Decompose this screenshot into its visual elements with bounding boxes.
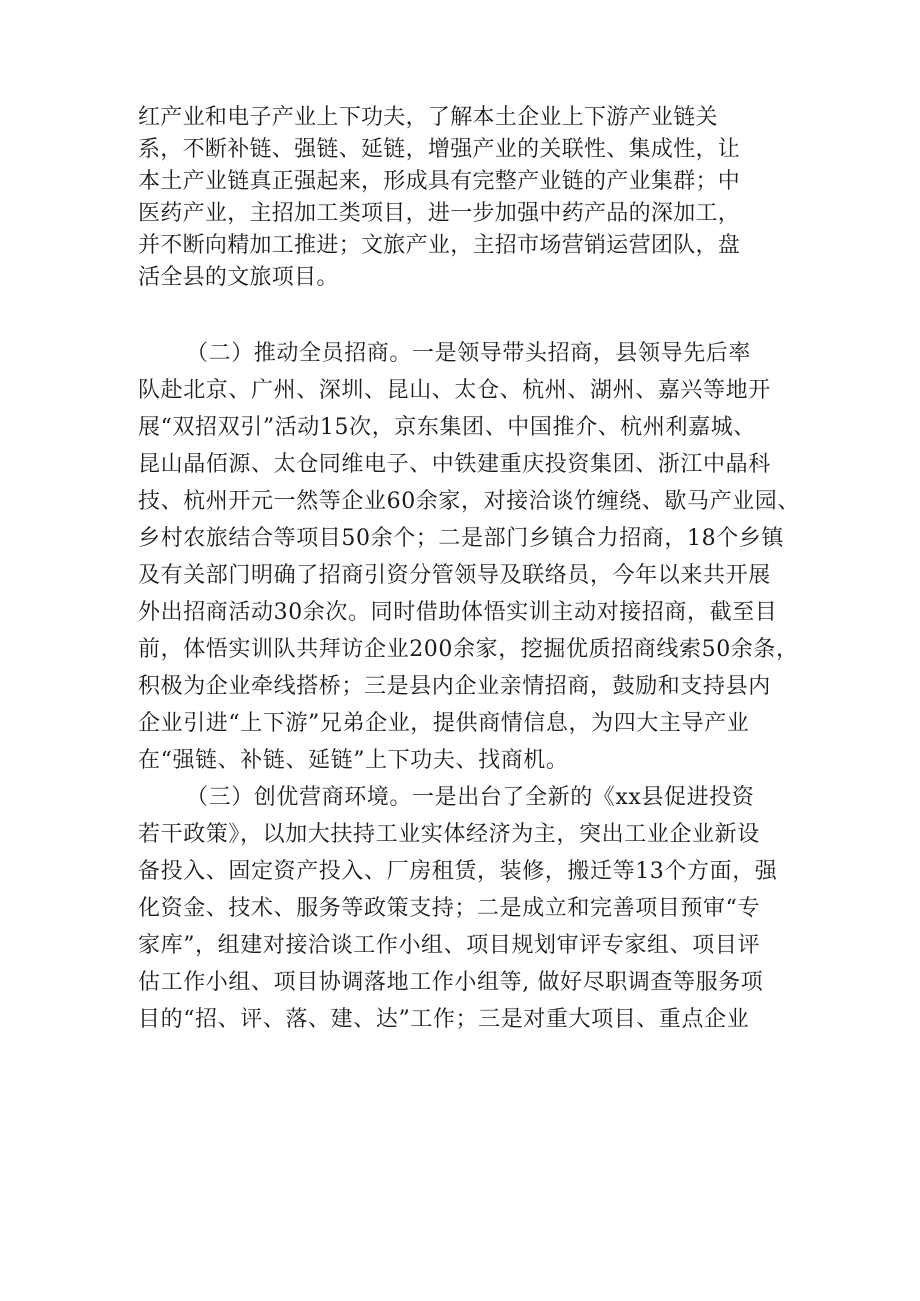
text-line: 本土产业链真正强起来，形成具有完整产业链的产业集群；中 xyxy=(138,169,741,194)
text-line: 医药产业，主招加工类项目，进一步加强中药产品的深加工， xyxy=(138,201,741,226)
text-line: 在“强链、补链、延链”上下功夫、找商机。 xyxy=(138,748,569,773)
text-line: 活全县的文旅项目。 xyxy=(138,265,339,290)
text-line: 若干政策》，以加大扶持工业实体经济为主，突出工业企业新设 xyxy=(138,822,760,847)
text-line: 目的“招、评、落、建、达”工作；三是对重大项目、重点企业 xyxy=(138,1007,750,1032)
text-line: 昆山晶佰源、太仓同维电子、中铁建重庆投资集团、浙江中晶科 xyxy=(138,452,771,477)
text-line: 系，不断补链、强链、延链，增强产业的关联性、集成性，让 xyxy=(138,137,741,162)
text-line: 化资金、技术、服务等政策支持；二是成立和完善项目预审“专 xyxy=(138,896,761,921)
text-line: 队赴北京、广州、深圳、昆山、太仓、杭州、湖州、嘉兴等地开 xyxy=(138,378,771,403)
text-line: 外出招商活动30余次。同时借助体悟实训主动对接招商，截至目 xyxy=(138,600,778,625)
section-heading-line: （三）创优营商环境。一是出台了全新的《xx县促进投资 xyxy=(186,785,755,810)
text-line: 积极为企业牵线搭桥；三是县内企业亲情招商，鼓励和支持县内 xyxy=(138,674,771,699)
text-line: 技、杭州开元一然等企业60余家，对接洽谈竹缠绕、歇马产业园、 xyxy=(138,489,800,514)
section-heading-line: （二）推动全员招商。一是领导带头招商，县领导先后率 xyxy=(186,341,752,366)
text-line: 备投入、固定资产投入、厂房租赁，装修，搬迁等13个方面，强 xyxy=(138,859,778,884)
text-line: 及有关部门明确了招商引资分管领导及联络员，今年以来共开展 xyxy=(138,563,771,588)
text-line: 展“双招双引”活动15次，京东集团、中国推介、杭州利嘉城、 xyxy=(138,415,756,440)
text-line: 企业引进“上下游”兄弟企业，提供商情信息，为四大主导产业 xyxy=(138,711,750,736)
text-line: 并不断向精加工推进；文旅产业，主招市场营销运营团队，盘 xyxy=(138,233,741,258)
text-line: 估工作小组、项目协调落地工作小组等, 做好尽职调查等服务项 xyxy=(138,970,764,995)
text-line: 红产业和电子产业上下功夫，了解本土企业上下游产业链关 xyxy=(138,105,718,130)
text-line: 乡村农旅结合等项目50余个；二是部门乡镇合力招商，18个乡镇 xyxy=(138,526,784,551)
text-line: 家库”，组建对接洽谈工作小组、项目规划审评专家组、项目评 xyxy=(138,933,761,958)
text-line: 前，体悟实训队共拜访企业200余家，挖掘优质招商线索50余条， xyxy=(138,637,799,662)
